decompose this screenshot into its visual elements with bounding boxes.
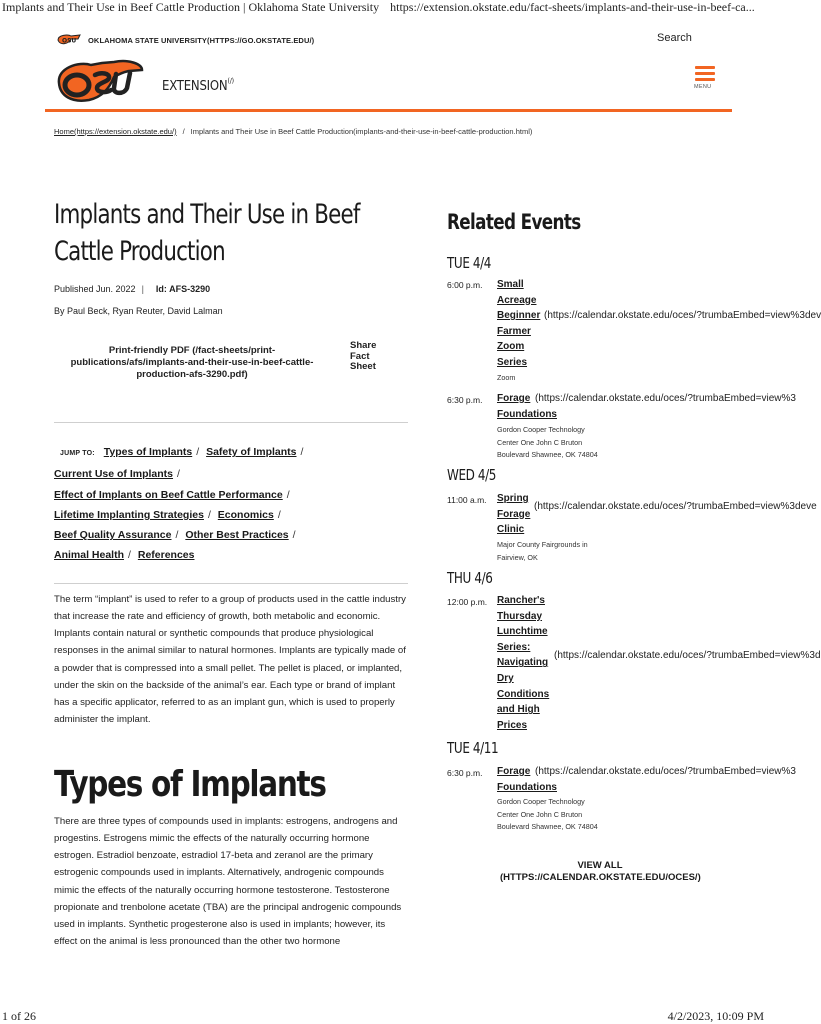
extension-title[interactable]	[162, 77, 234, 94]
breadcrumb	[54, 127, 532, 136]
event-url-link[interactable]: (https://calendar.okstate.edu/oces/?trumbaEmbed=view%3dev	[544, 310, 821, 321]
event-location: Boulevard Shawnee, OK 74804	[497, 822, 598, 831]
event-time: 12:00 p.m.	[447, 597, 488, 607]
jump-link-bqa[interactable]: Beef Quality Assurance	[54, 529, 172, 542]
jump-link-current-use[interactable]: Current Use of Implants	[54, 468, 174, 481]
search-link[interactable]: Search	[657, 32, 692, 44]
print-datetime: 4/2/2023, 10:09 PM	[667, 1009, 764, 1023]
event-name-link[interactable]: Spring Forage Clinic	[497, 493, 531, 536]
event-location: Fairview, OK	[497, 552, 538, 562]
osu-logo-icon[interactable]	[54, 57, 146, 105]
event-time: 6:30 p.m.	[447, 768, 483, 778]
divider	[54, 422, 408, 423]
jump-link-safety[interactable]: Safety of Implants	[206, 446, 297, 458]
jump-sep: /	[128, 549, 131, 562]
event-time: 6:00 p.m.	[447, 280, 483, 290]
event-day-heading: TUE 4/4	[447, 254, 492, 272]
breadcrumb-home-link[interactable]: Home(https://extension.okstate.edu/)	[54, 127, 177, 136]
event-time: 11:00 a.m.	[447, 495, 487, 505]
event-url-link[interactable]: (https://calendar.okstate.edu/oces/?trumbaEmbed=view%3	[535, 393, 796, 404]
share-fact-sheet-button[interactable]: Share Fact Sheet	[350, 340, 377, 372]
jump-sep: /	[175, 529, 179, 542]
event-location: Gordon Cooper Technology	[497, 797, 585, 806]
event-name-link[interactable]: Forage Foundations	[497, 393, 557, 420]
jump-link-effect[interactable]: Effect of Implants on Beef Cattle Performance	[54, 488, 283, 501]
event-url-link[interactable]: (https://calendar.okstate.edu/oces/?trumbaEmbed=view%3d	[554, 650, 821, 661]
jump-link-types[interactable]: Types of Implants	[103, 446, 193, 458]
event-location: Center One John C Bruton	[497, 437, 583, 447]
menu-button[interactable]	[693, 64, 719, 94]
fact-sheet-id: Id: AFS-3290	[155, 284, 211, 294]
extension-home-link[interactable]: (/)	[227, 77, 234, 85]
related-events-title: Related Events	[447, 210, 581, 234]
meta-separator: |	[141, 284, 144, 294]
jump-sep: /	[207, 508, 211, 521]
university-link[interactable]: OKLAHOMA STATE UNIVERSITY(HTTPS://GO.OKSTATE.EDU/)	[88, 36, 315, 45]
breadcrumb-separator: /	[182, 127, 185, 136]
divider	[54, 583, 408, 584]
print-header	[0, 0, 768, 18]
event-location: Gordon Cooper Technology	[497, 425, 585, 434]
header-divider	[45, 109, 732, 112]
print-page-number: 1 of 26	[2, 1009, 36, 1023]
breadcrumb-current[interactable]: Implants and Their Use in Beef Cattle Production(implants-and-their-use-in-beef-cattle-production.html)	[190, 127, 533, 136]
hamburger-menu-icon[interactable]	[695, 66, 715, 69]
event-day-heading: TUE 4/11	[447, 739, 499, 757]
event-location: Major County Fairgrounds in	[497, 540, 588, 549]
jump-link-lifetime[interactable]: Lifetime Implanting Strategies	[54, 508, 204, 521]
event-url-link[interactable]: (https://calendar.okstate.edu/oces/?trumbaEmbed=view%3	[535, 766, 796, 777]
page-title: Implants and Their Use in Beef Cattle Production	[54, 199, 360, 267]
publication-meta	[54, 284, 210, 294]
jump-link-best-practices[interactable]: Other Best Practices	[185, 529, 289, 542]
section-paragraph: There are three types of compounds used in implants: estrogens, androgens and progestins. Estrogens mimic the effects of the naturally occurring hormone estrogen. Estradiol benzoate, estradiol 17-beta and zeranol are the primary estrogenic compounds used in implants. Alternatively, androgenic compounds mimic the effects of the naturally occurring hormone testosterone. Testosterone propionate and trenbolone acetate (TBA) are the principal androgenic compounds used in implants. Synthetic progesterone also is used in implants; however, its effect on the animal is less pronounced than the other two hormone	[54, 816, 402, 948]
jump-sep: /	[177, 468, 180, 481]
print-page-url: https://extension.okstate.edu/fact-sheets/implants-and-their-use-in-beef-ca...	[390, 0, 755, 14]
event-day-heading: THU 4/6	[447, 569, 493, 587]
event-name-link[interactable]: Small Acreage Beginner Farmer Zoom Series	[497, 279, 541, 368]
jump-link-references[interactable]: References	[137, 549, 195, 562]
print-page-title: Implants and Their Use in Beef Cattle Production | Oklahoma State University	[2, 0, 380, 14]
event-location: Boulevard Shawnee, OK 74804	[497, 450, 598, 459]
event-name-link[interactable]: Rancher's Thursday Lunchtime Series: Navigating Dry Conditions and High Prices	[497, 595, 550, 731]
jump-to-nav	[54, 442, 414, 566]
hamburger-bar[interactable]	[695, 78, 715, 81]
jump-link-economics[interactable]: Economics	[217, 508, 274, 521]
jump-link-animal-health[interactable]: Animal Health	[54, 549, 125, 562]
intro-paragraph: The term “implant” is used to refer to a group of products used in the cattle industry that increase the rate and efficiency of growth, both metabolic and economic. Implants contain natural or synthetic compounds that produce physiological responses in the animal similar to natural hormones. Implants are typically made of a powder that is compressed into a small pellet. The pellet is placed, or implanted, under the skin on the backside of the animal’s ear. Each type or brand of implant has a specific applicator, referred to as an implant gun, which is used to properly administer the implant.	[54, 594, 406, 726]
view-all-events-link[interactable]: VIEW ALL (HTTPS://CALENDAR.OKSTATE.EDU/OCES/)	[500, 860, 701, 883]
event-name-link[interactable]: Forage Foundations	[497, 766, 557, 793]
svg-text:OSU: OSU	[62, 37, 77, 45]
jump-sep: /	[277, 508, 281, 521]
event-day-heading: WED 4/5	[447, 466, 497, 484]
print-pdf-link[interactable]: Print-friendly PDF (/fact-sheets/print-publications/afs/implants-and-their-use-in-beef-cattle-production-afs-3290.pdf)	[70, 345, 314, 380]
jump-sep: /	[292, 529, 296, 542]
jump-to-label: JUMP TO:	[60, 450, 95, 457]
event-url-link[interactable]: (https://calendar.okstate.edu/oces/?trumbaEmbed=view%3deve	[534, 501, 817, 512]
jump-sep: /	[196, 446, 200, 458]
authors: By Paul Beck, Ryan Reuter, David Lalman	[54, 306, 223, 316]
hamburger-bar[interactable]	[695, 72, 715, 75]
published-date: Published Jun. 2022	[54, 284, 136, 294]
extension-title-text[interactable]: EXTENSION	[162, 79, 228, 94]
menu-label[interactable]: MENU	[694, 84, 712, 90]
event-location: Zoom	[497, 373, 516, 382]
event-location: Center One John C Bruton	[497, 809, 583, 819]
section-heading: Types of Implants	[54, 764, 326, 805]
event-time: 6:30 p.m.	[447, 395, 483, 405]
jump-sep: /	[300, 446, 304, 458]
osu-small-logo-icon[interactable]	[56, 33, 82, 47]
jump-sep: /	[286, 488, 290, 501]
